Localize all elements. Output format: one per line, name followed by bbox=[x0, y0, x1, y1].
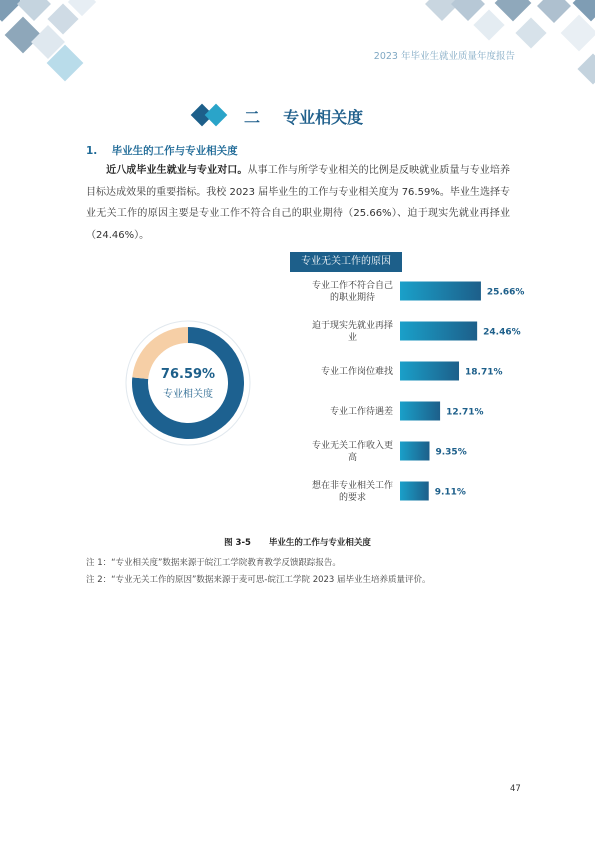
bar bbox=[400, 282, 481, 301]
left-corner-squares bbox=[0, 0, 96, 81]
bar-category-label: 迫于现实先就业再择业 bbox=[311, 321, 393, 343]
bar-category-label: 想在非专业相关工作的要求 bbox=[311, 481, 393, 503]
footnote-2: 注 2：“专业无关工作的原因”数据来源于麦可思-皖江工学院 2023 届毕业生培养质量评价。 bbox=[86, 575, 431, 585]
bar-chart-title: 专业无关工作的原因 bbox=[290, 252, 402, 272]
bar bbox=[400, 482, 429, 501]
bar-row bbox=[312, 279, 524, 303]
paragraph-body: 从事工作与所学专业相关的比例是反映就业质量与专业培养目标达成效果的重要指标。我校 2023 届毕业生的工作与专业相关度为 76.59%。毕业生选择专业无关工作的原因主要是专业工作不符合自己的职业期待（25.66%）、迫于现实先就业再择业（24.46%）。 bbox=[86, 165, 510, 241]
bar bbox=[400, 402, 440, 421]
bar-row bbox=[312, 439, 467, 463]
subsection-heading bbox=[86, 143, 238, 158]
subsection-title: 毕业生的工作与专业相关度 bbox=[111, 145, 238, 157]
donut-label: 专业相关度 bbox=[163, 389, 213, 400]
section-title-text: 专业相关度 bbox=[283, 107, 364, 127]
section-title bbox=[244, 105, 363, 128]
bar-value-label: 25.66% bbox=[486, 287, 525, 298]
bar-value-label: 9.35% bbox=[435, 447, 467, 458]
bar-category-label: 专业无关工作收入更高 bbox=[311, 441, 393, 463]
footnote-1: 注 1：“专业相关度”数据来源于皖江工学院教育教学反馈跟踪报告。 bbox=[86, 558, 341, 568]
body-paragraph bbox=[86, 160, 510, 246]
bar-row bbox=[321, 362, 503, 381]
bar-row bbox=[312, 319, 521, 343]
donut-value-label: 76.59% bbox=[160, 367, 216, 382]
page-number: 47 bbox=[510, 784, 521, 794]
figure-number: 图 3-5 bbox=[224, 538, 251, 548]
bar bbox=[400, 442, 429, 461]
bar-value-label: 12.71% bbox=[446, 407, 484, 418]
bar-value-label: 9.11% bbox=[434, 487, 466, 498]
bar-row bbox=[330, 402, 484, 421]
paragraph-lead: 近八成毕业生就业与专业对口。 bbox=[106, 165, 248, 176]
figure-title: 毕业生的工作与专业相关度 bbox=[268, 538, 371, 548]
bar-category-label: 专业工作不符合自己的职业期待 bbox=[311, 281, 393, 303]
bar-value-label: 18.71% bbox=[465, 367, 503, 378]
bar-category-label: 专业工作待遇差 bbox=[329, 407, 393, 417]
header-title: 2023 年毕业生就业质量年度报告 bbox=[373, 51, 515, 62]
section-heading bbox=[188, 100, 363, 132]
bar bbox=[400, 362, 459, 381]
subsection-number: 1. bbox=[86, 145, 98, 157]
bar-category-label: 专业工作岗位难找 bbox=[320, 367, 393, 377]
section-number: 二 bbox=[244, 107, 261, 127]
donut-chart bbox=[118, 318, 258, 448]
bar-value-label: 24.46% bbox=[483, 327, 521, 338]
diamond-icon bbox=[188, 103, 232, 129]
bar-chart bbox=[300, 275, 550, 515]
right-corner-squares bbox=[425, 0, 595, 85]
bar bbox=[400, 322, 477, 341]
bar-row bbox=[312, 479, 466, 503]
figure-caption bbox=[0, 536, 595, 548]
